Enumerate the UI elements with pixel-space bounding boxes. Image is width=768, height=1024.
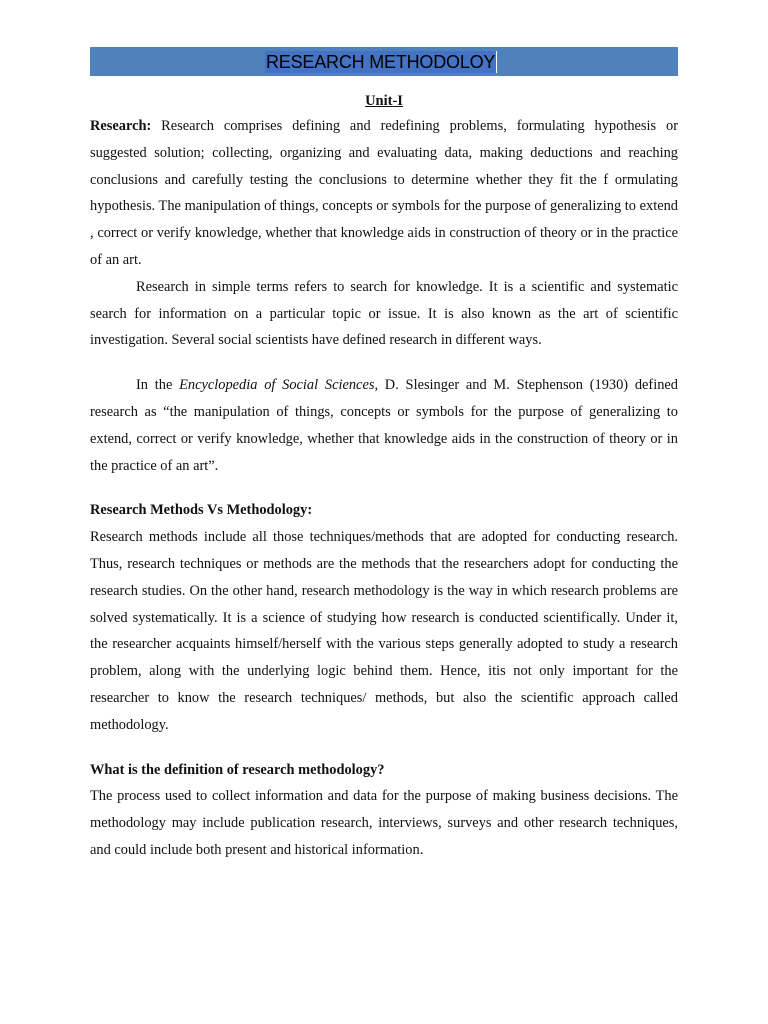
methods-vs-methodology-paragraph: Research methods include all those techniques/methods that are adopted for conducting research. Thus, research techniques or methods are the methods that the researchers adopt for conducting the research studies. On the other hand, research methodology is the way in which research problems are solved systematically. It is a science of studying how research is conducted scientifically. Under it, the researcher acquaints himself/herself with the various steps generally adopted to study a research problem, along with the underlying logic behind them. Hence, itis not only important for the researcher to know the research techniques/ methods, but also the scientific approach called methodology. (90, 529, 678, 733)
methods-vs-methodology-heading: Research Methods Vs Methodology: (90, 502, 313, 519)
encyclopedia-paragraph (90, 372, 678, 479)
definition-paragraph: The process used to collect information and data for the purpose of making business decisions. The methodology may include publication research, interviews, surveys and other research techniques, and could include both present and historical information. (90, 788, 678, 858)
simple-terms-paragraph: Research in simple terms refers to search for knowledge. It is a scientific and systematic search for information on a particular topic or issue. It is also known as the art of scientific investigation. Several social scientists have defined research in different ways. (90, 278, 678, 349)
document-page (90, 47, 678, 864)
encyclopedia-text: , D. Slesinger and M. Stephenson (1930) defined research as “the manipulation of things, concepts or symbols for the purpose of generalizing to extend, correct or verify knowledge, whether that knowledge aids in the construction of theory or in the practice of an art”. (90, 377, 679, 474)
encyclopedia-prefix: In the (136, 377, 180, 394)
encyclopedia-source: Encyclopedia of Social Sciences (179, 377, 375, 394)
research-term: Research: (90, 118, 152, 134)
title-banner (90, 47, 678, 76)
document-title: RESEARCH METHODOLOY (266, 52, 496, 72)
research-definition-paragraph (90, 113, 678, 274)
research-definition-text: Research comprises defining and redefining problems, formulating hypothesis or suggested solution; collecting, organizing and evaluating data, making deductions and reaching conclusions and carefully testing the conclusions to determine whether they fit the f ormulating hypothesis. The manipulation of things, concepts or symbols for the purpose of generalizing to extend , correct or verify knowledge, whether that knowledge aids in construction of theory or in the practice of an art. (90, 118, 678, 268)
definition-heading: What is the definition of research methodology? (90, 761, 385, 778)
unit-heading: Unit-I (365, 93, 403, 109)
